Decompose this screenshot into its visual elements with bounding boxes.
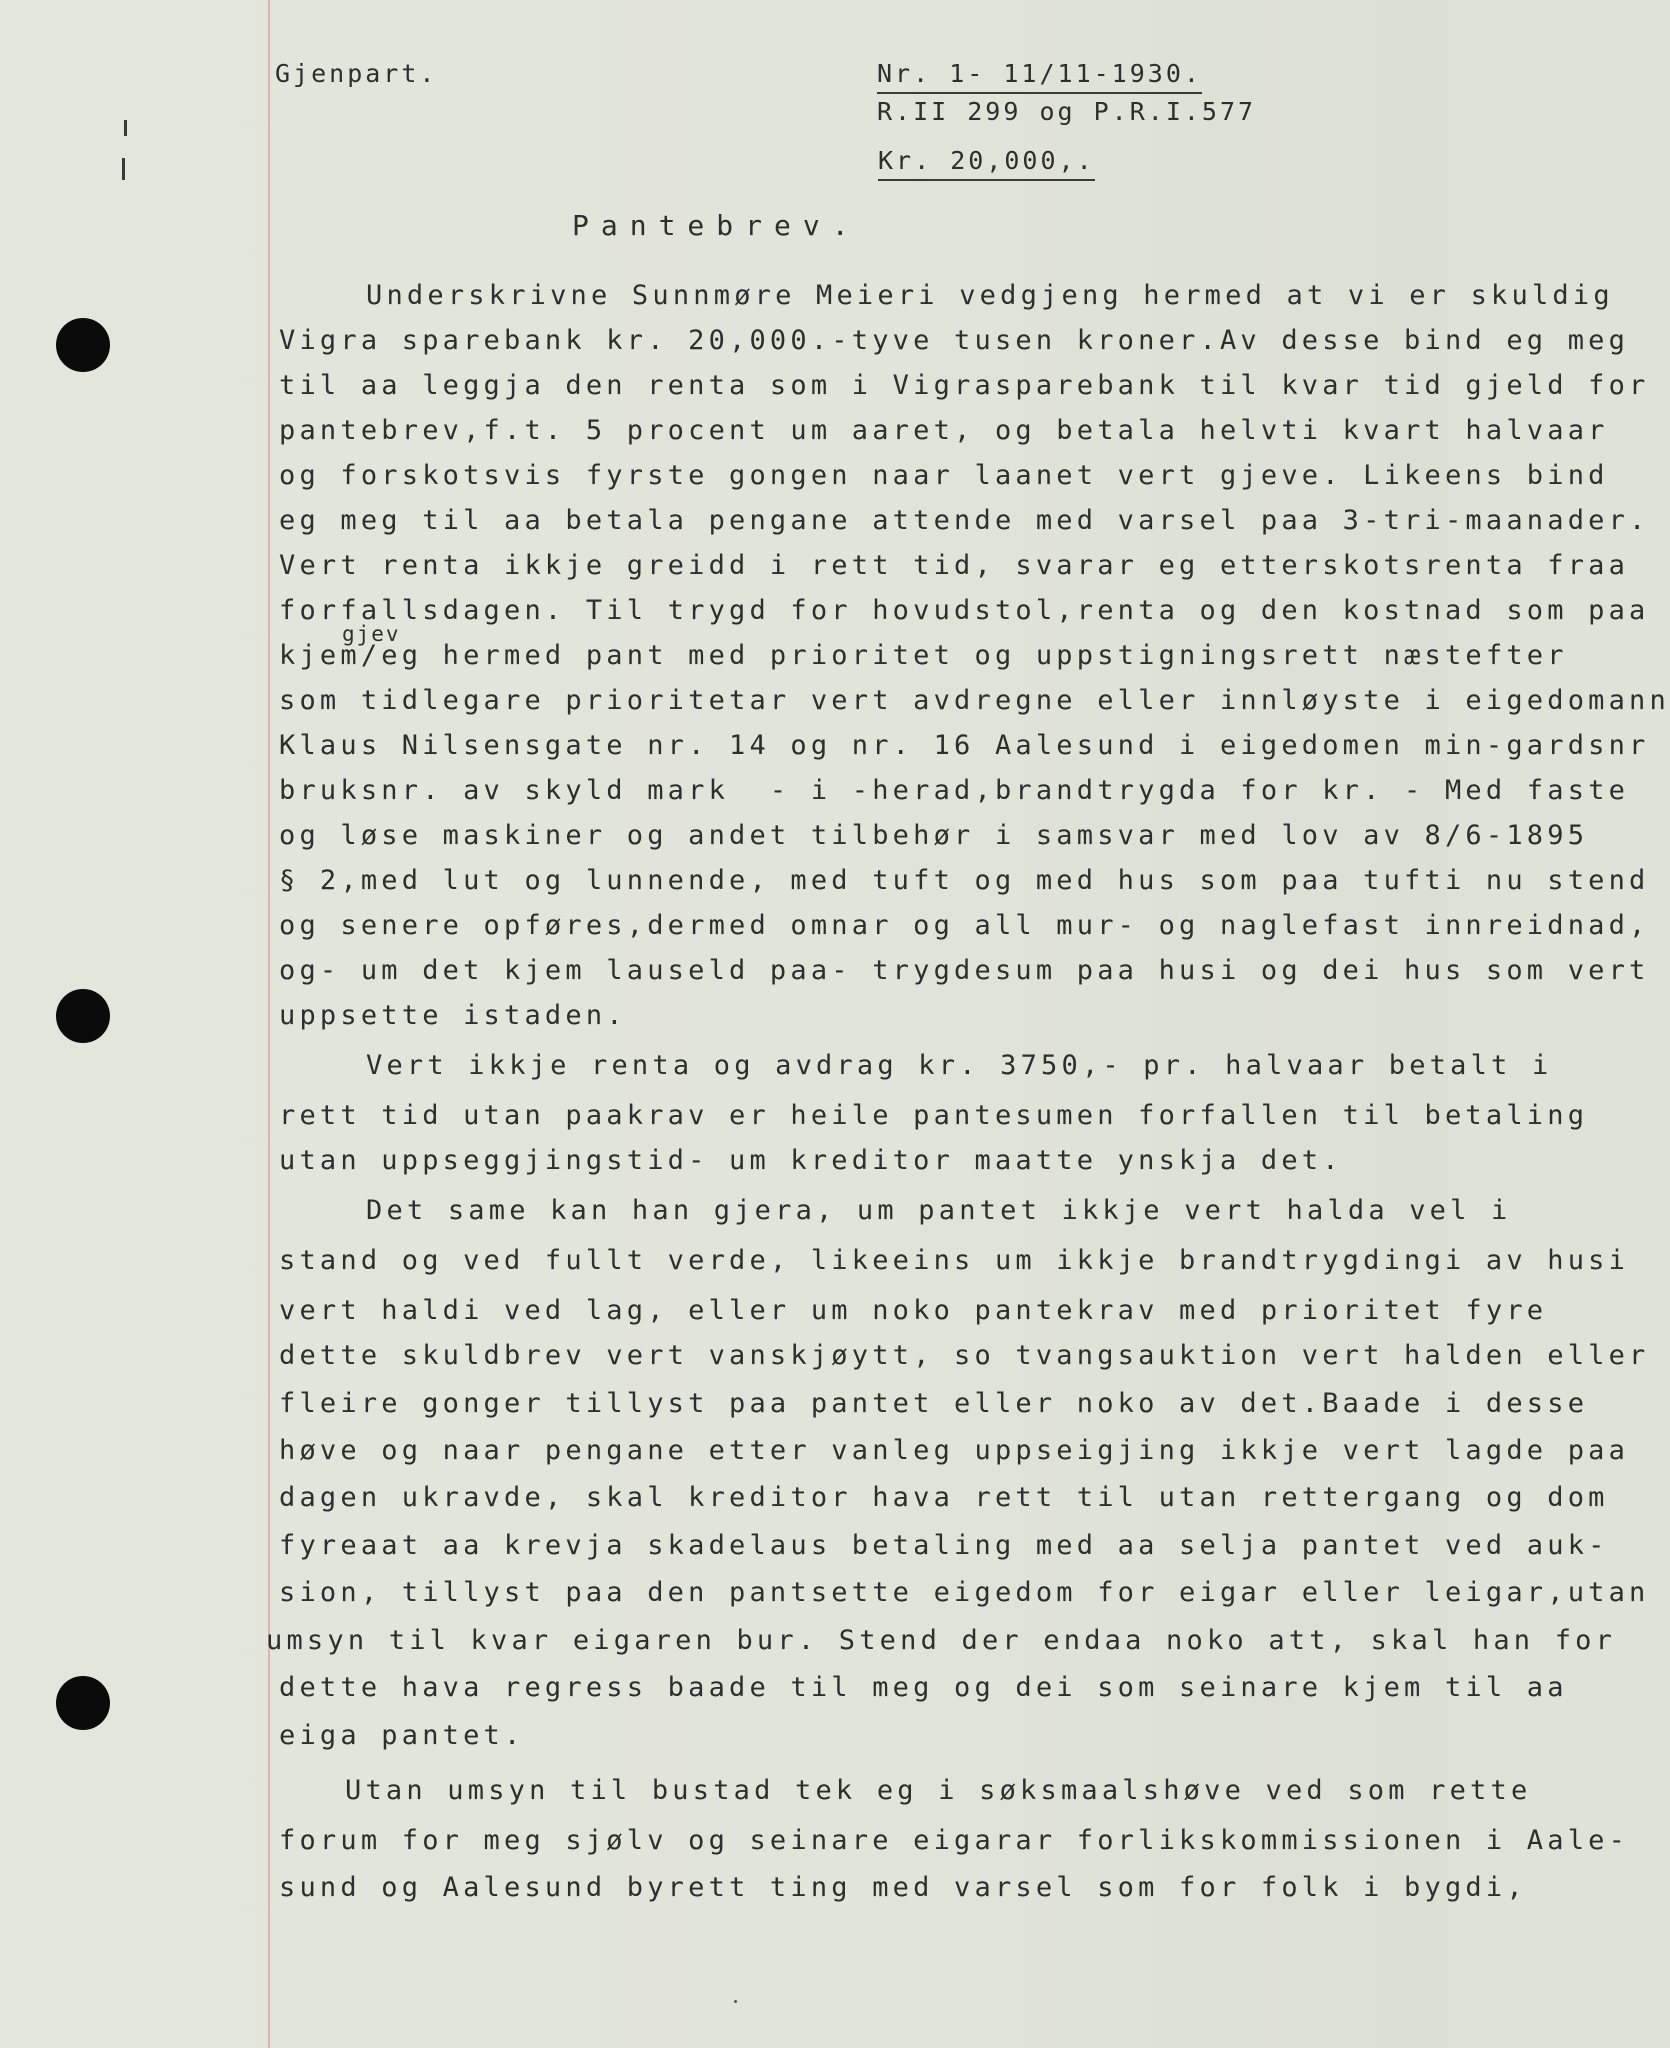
pencil-mark xyxy=(124,120,127,136)
text-line: pantebrev,f.t. 5 procent um aaret, og betala helvti kvart halvaar xyxy=(279,415,1609,446)
text-line: Underskrivne Sunnmøre Meieri vedgjeng hermed at vi er skuldig xyxy=(366,280,1614,311)
punch-hole xyxy=(56,318,110,372)
text-line: Vigra sparebank kr. 20,000.-tyve tusen kroner.Av desse bind eg meg xyxy=(279,325,1630,356)
margin-rule xyxy=(268,0,270,2048)
reference-number: Nr. 1- 11/11-1930. xyxy=(877,58,1202,94)
text-line: utan uppseggjingstid- um kreditor maatte ynskja det. xyxy=(279,1145,1343,1176)
text-line: høve og naar pengane etter vanleg uppseigjing ikkje vert lagde paa xyxy=(279,1435,1630,1466)
text-line: fleire gonger tillyst paa pantet eller noko av det.Baade i desse xyxy=(279,1388,1589,1419)
text-line: Utan umsyn til bustad tek eg i søksmaalshøve ved som rette xyxy=(345,1775,1532,1806)
text-line: sion, tillyst paa den pantsette eigedom for eigar eller leigar,utan xyxy=(279,1577,1650,1608)
punch-hole xyxy=(56,1676,110,1730)
text-line: umsyn til kvar eigaren bur. Stend der endaa noko att, skal han for xyxy=(266,1625,1617,1656)
register-refs: R.II 299 og P.R.I.577 xyxy=(877,97,1257,126)
text-line: dagen ukravde, skal kreditor hava rett til utan rettergang og dom xyxy=(279,1482,1609,1513)
text-line: fyreaat aa krevja skadelaus betaling med aa selja pantet ved auk- xyxy=(279,1530,1609,1561)
text-line: Vert ikkje renta og avdrag kr. 3750,- pr. halvaar betalt i xyxy=(366,1050,1553,1081)
text-line: § 2,med lut og lunnende, med tuft og med hus som paa tufti nu stend xyxy=(279,865,1650,896)
amount: Kr. 20,000,. xyxy=(878,145,1095,181)
text-line: stand og ved fullt verde, likeeins um ikkje brandtrygdingi av husi xyxy=(279,1245,1630,1276)
text-line: som tidlegare prioritetar vert avdregne eller innløyste i eigedomann xyxy=(279,685,1670,716)
text-line: og senere opføres,dermed omnar og all mur- og naglefast innreidnad, xyxy=(279,910,1650,941)
text-line: forum for meg sjølv og seinare eigarar forlikskommissionen i Aale- xyxy=(279,1825,1630,1856)
text-line: eiga pantet. xyxy=(279,1720,525,1751)
text-line: rett tid utan paakrav er heile pantesumen forfallen til betaling xyxy=(279,1100,1589,1131)
punch-hole xyxy=(56,989,110,1043)
text-line: uppsette istaden. xyxy=(279,1000,627,1031)
text-line: eg meg til aa betala pengane attende med varsel paa 3-tri-maanader. xyxy=(279,505,1650,536)
text-line: dette skuldbrev vert vanskjøytt, so tvangsauktion vert halden eller xyxy=(279,1340,1650,1371)
text-line: bruksnr. av skyld mark - i -herad,brandtrygda for kr. - Med faste xyxy=(279,775,1630,806)
text-line: vert haldi ved lag, eller um noko pantekrav med prioritet fyre xyxy=(279,1295,1548,1326)
text-line: forfallsdagen. Til trygd for hovudstol,renta og den kostnad som paa xyxy=(279,595,1650,626)
text-line: Det same kan han gjera, um pantet ikkje vert halda vel i xyxy=(366,1195,1512,1226)
text-line: kjem/eg hermed pant med prioritet og uppstigningsrett næstefter xyxy=(279,640,1568,671)
text-line: sund og Aalesund byrett ting med varsel som for folk i bygdi, xyxy=(279,1872,1527,1903)
handwritten-insertion: gjev xyxy=(342,622,401,646)
text-line: og forskotsvis fyrste gongen naar laanet vert gjeve. Likeens bind xyxy=(279,460,1609,491)
text-line: og løse maskiner og andet tilbehør i samsvar med lov av 8/6-1895 xyxy=(279,820,1589,851)
ink-speck xyxy=(734,2000,737,2003)
pencil-mark xyxy=(122,158,125,180)
text-line: Vert renta ikkje greidd i rett tid, svarar eg etterskotsrenta fraa xyxy=(279,550,1630,581)
text-line: dette hava regress baade til meg og dei som seinare kjem til aa xyxy=(279,1672,1568,1703)
copy-label: Gjenpart. xyxy=(275,59,438,88)
text-line: Klaus Nilsensgate nr. 14 og nr. 16 Aalesund i eigedomen min-gardsnr xyxy=(279,730,1650,761)
text-line: og- um det kjem lauseld paa- trygdesum paa husi og dei hus som vert xyxy=(279,955,1650,986)
text-line: til aa leggja den renta som i Vigrasparebank til kvar tid gjeld for xyxy=(279,370,1650,401)
document-title: Pantebrev. xyxy=(572,209,861,242)
